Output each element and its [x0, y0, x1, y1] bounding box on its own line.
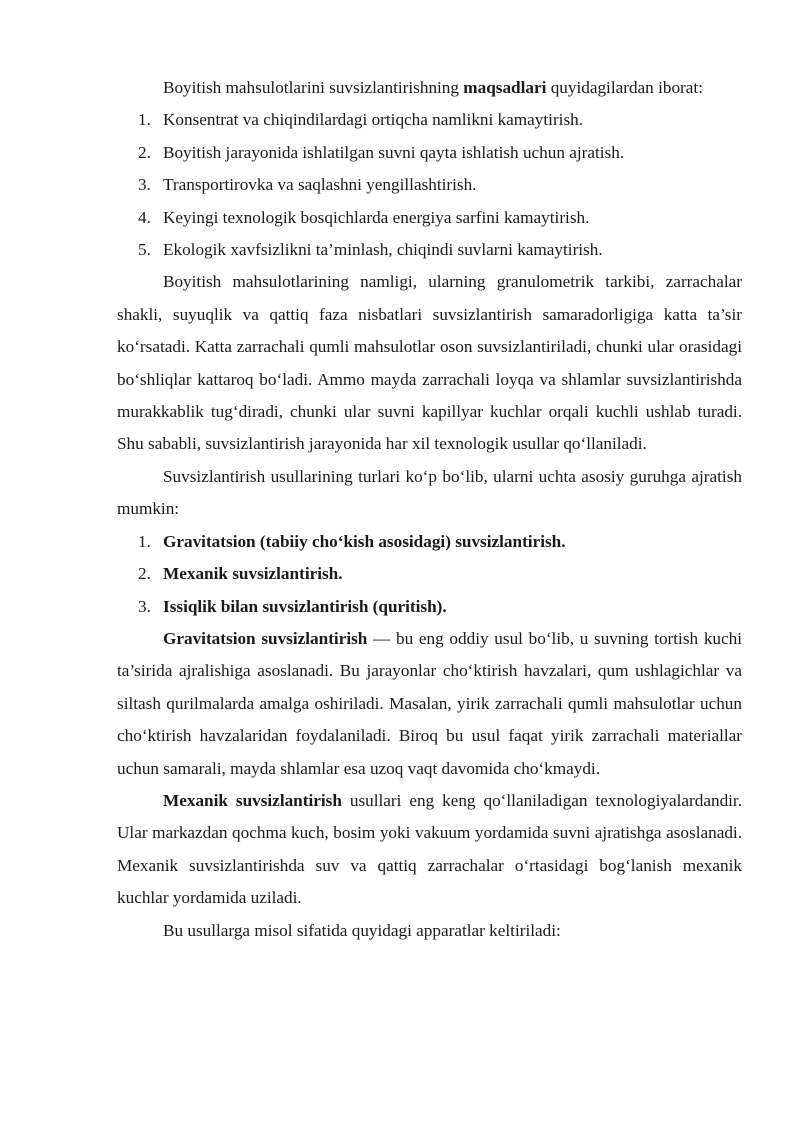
document-page [117, 72, 742, 947]
list-item [117, 558, 742, 590]
list-item [117, 526, 742, 558]
list-item-number: 3. [138, 596, 151, 616]
moisture-paragraph: Boyitish mahsulotlarining namligi, ularning granulometrik tarkibi, zarrachalar shakli, suyuqlik va qattiq faza nisbatlari suvsizlantirish samaradorligiga katta ta’sir ko‘rsatadi. Katta zarrachali qumli mahsulotlar oson suvsizlantiriladi, chunki ular orasidagi bo‘shliqlar kattaroq bo‘ladi. Ammo mayda zarrachali loyqa va shlamlar suvsizlantirishda murakkablik tug‘diradi, chunki ular suvni kapillyar kuchlar orqali kuchli ushlab turadi. Shu sababli, suvsizlantirish jarayonida har xil texnologik usullar qo‘llaniladi. [117, 272, 742, 454]
intro-paragraph [117, 72, 742, 104]
list-item-text: Keyingi texnologik bosqichlarda energiya sarfini kamaytirish. [163, 207, 590, 227]
list-item [117, 202, 742, 234]
list-item-text: Transportirovka va saqlashni yengillashtirish. [163, 175, 477, 195]
list-item [117, 591, 742, 623]
list-item [117, 169, 742, 201]
mechanical-paragraph [117, 785, 742, 915]
gravity-bold-term: Gravitatsion suvsizlantirish [163, 628, 368, 648]
list-item-text: Mexanik suvsizlantirish. [163, 564, 343, 584]
mechanical-text: usullari eng keng qo‘llaniladigan texnologiyalardandir. Ular markazdan qochma kuch, bosim yoki vakuum yordamida suvni ajratishga asoslanadi. Mexanik suvsizlantirishda suv va qattiq zarrachalar o‘rtasidagi bog‘lanish mexanik kuchlar yordamida uziladi. [117, 790, 743, 908]
list-item [117, 234, 742, 266]
list-item-number: 2. [138, 142, 151, 162]
intro-text-before: Boyitish mahsulotlarini suvsizlantirishning [163, 78, 464, 97]
goals-list [117, 104, 742, 266]
methods-intro-paragraph: Suvsizlantirish usullarining turlari ko‘p bo‘lib, ularni uchta asosiy guruhga ajratish mumkin: [117, 466, 742, 519]
list-item [117, 104, 742, 136]
list-item-number: 3. [138, 175, 151, 195]
list-item-number: 1. [138, 531, 151, 551]
list-item-text: Boyitish jarayonida ishlatilgan suvni qayta ishlatish uchun ajratish. [163, 142, 625, 162]
list-item-number: 1. [138, 110, 151, 130]
mechanical-bold-term: Mexanik suvsizlantirish [163, 790, 342, 810]
intro-text-after: quyidagilardan iborat: [546, 78, 703, 97]
list-item-text: Ekologik xavfsizlikni ta’minlash, chiqindi suvlarni kamaytirish. [163, 240, 603, 260]
list-item-number: 2. [138, 564, 151, 584]
gravity-paragraph [117, 623, 742, 785]
list-item [117, 137, 742, 169]
methods-list [117, 526, 742, 623]
list-item-number: 4. [138, 207, 151, 227]
list-item-text: Konsentrat va chiqindilardagi ortiqcha namlikni kamaytirish. [163, 110, 584, 130]
examples-paragraph: Bu usullarga misol sifatida quyidagi apparatlar keltiriladi: [163, 920, 561, 940]
list-item-number: 5. [138, 240, 151, 260]
intro-bold-term: maqsadlari [463, 78, 547, 97]
list-item-text: Issiqlik bilan suvsizlantirish (quritish). [163, 596, 447, 616]
list-item-text: Gravitatsion (tabiiy cho‘kish asosidagi) suvsizlantirish. [163, 531, 566, 551]
gravity-text: — bu eng oddiy usul bo‘lib, u suvning tortish kuchi ta’sirida ajralishiga asoslanadi. Bu jarayonlar cho‘ktirish havzalari, qum ushlagichlar va siltash qurilmalarda amalga oshiriladi. Masalan, yirik zarrachali qumli mahsulotlar uchun cho‘ktirish havzalaridan foydalaniladi. Biroq bu usul faqat yirik zarrachali materiallar uchun samarali, mayda shlamlar esa uzoq vaqt davomida cho‘kmaydi. [117, 628, 743, 778]
